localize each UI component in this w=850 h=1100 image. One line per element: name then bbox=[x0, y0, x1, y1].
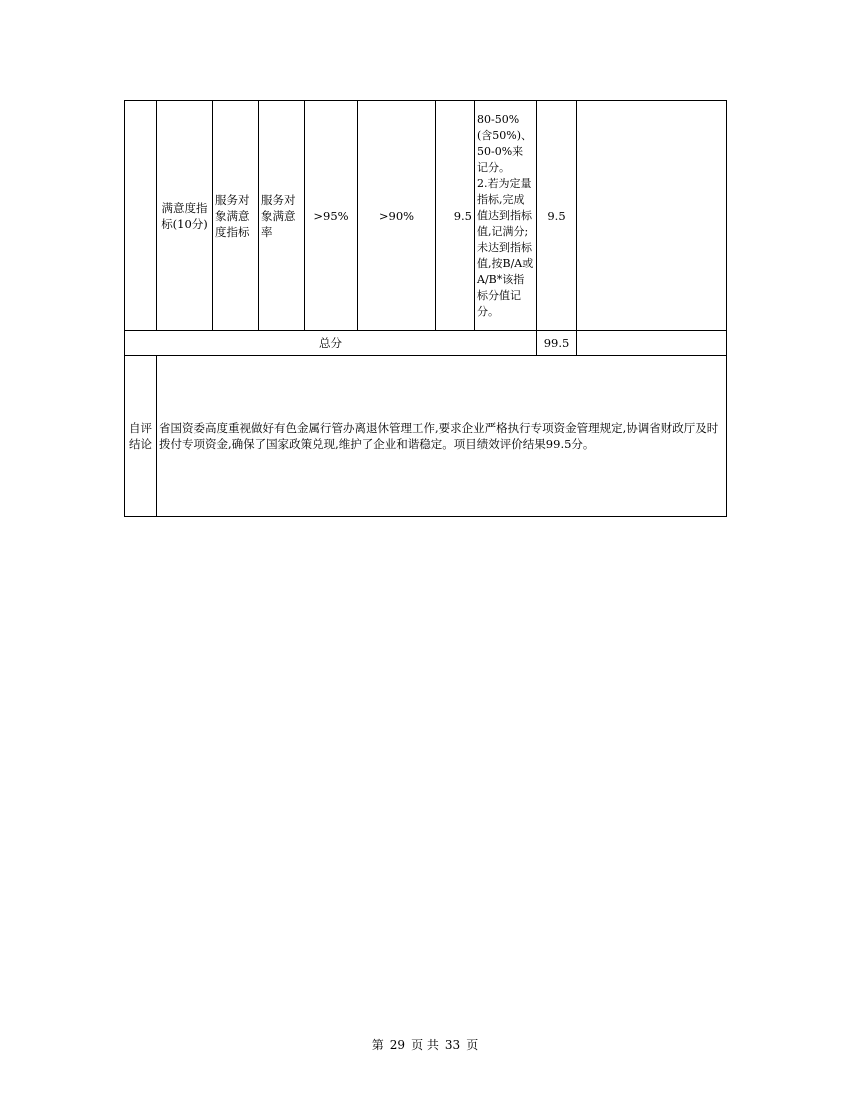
criteria-line: 50-0%来记分。 bbox=[477, 144, 524, 174]
page-number: 29 bbox=[389, 1038, 406, 1052]
criteria-line: 80-50%(含50%)、 bbox=[477, 112, 533, 142]
cell-col1 bbox=[125, 101, 157, 331]
criteria-line: 2.若为定量指标,完成值达到指标值,记满分;未达到指标值,按B/A或A/B*该指标分值记分。 bbox=[477, 176, 534, 318]
total-remark bbox=[577, 331, 727, 356]
evaluation-table bbox=[124, 100, 727, 517]
cell-level3-indicator: 服务对象满意率 bbox=[259, 101, 305, 331]
page-footer bbox=[0, 1036, 850, 1053]
table-row bbox=[125, 101, 727, 331]
total-label: 总分 bbox=[125, 331, 537, 356]
page-total: 33 bbox=[444, 1038, 461, 1052]
footer-suffix: 页 bbox=[466, 1038, 479, 1052]
cell-actual-value: >90% bbox=[358, 101, 436, 331]
cell-weight: 9.5 bbox=[436, 101, 475, 331]
cell-level1-indicator: 满意度指标(10分) bbox=[157, 101, 213, 331]
footer-mid: 页 共 bbox=[411, 1038, 439, 1052]
total-score: 99.5 bbox=[537, 331, 577, 356]
conclusion-row bbox=[125, 356, 727, 517]
total-row bbox=[125, 331, 727, 356]
cell-scoring-criteria bbox=[475, 101, 537, 331]
cell-level2-indicator: 服务对象满意度指标 bbox=[213, 101, 259, 331]
conclusion-text: 省国资委高度重视做好有色金属行管办离退休管理工作,要求企业严格执行专项资金管理规定,协调省财政厅及时拨付专项资金,确保了国家政策兑现,维护了企业和谐稳定。项目绩效评价结果99.5分。 bbox=[157, 356, 727, 517]
cell-remark bbox=[577, 101, 727, 331]
cell-target-value: >95% bbox=[305, 101, 358, 331]
conclusion-label: 自评结论 bbox=[125, 356, 157, 517]
cell-score: 9.5 bbox=[537, 101, 577, 331]
footer-prefix: 第 bbox=[371, 1038, 384, 1052]
